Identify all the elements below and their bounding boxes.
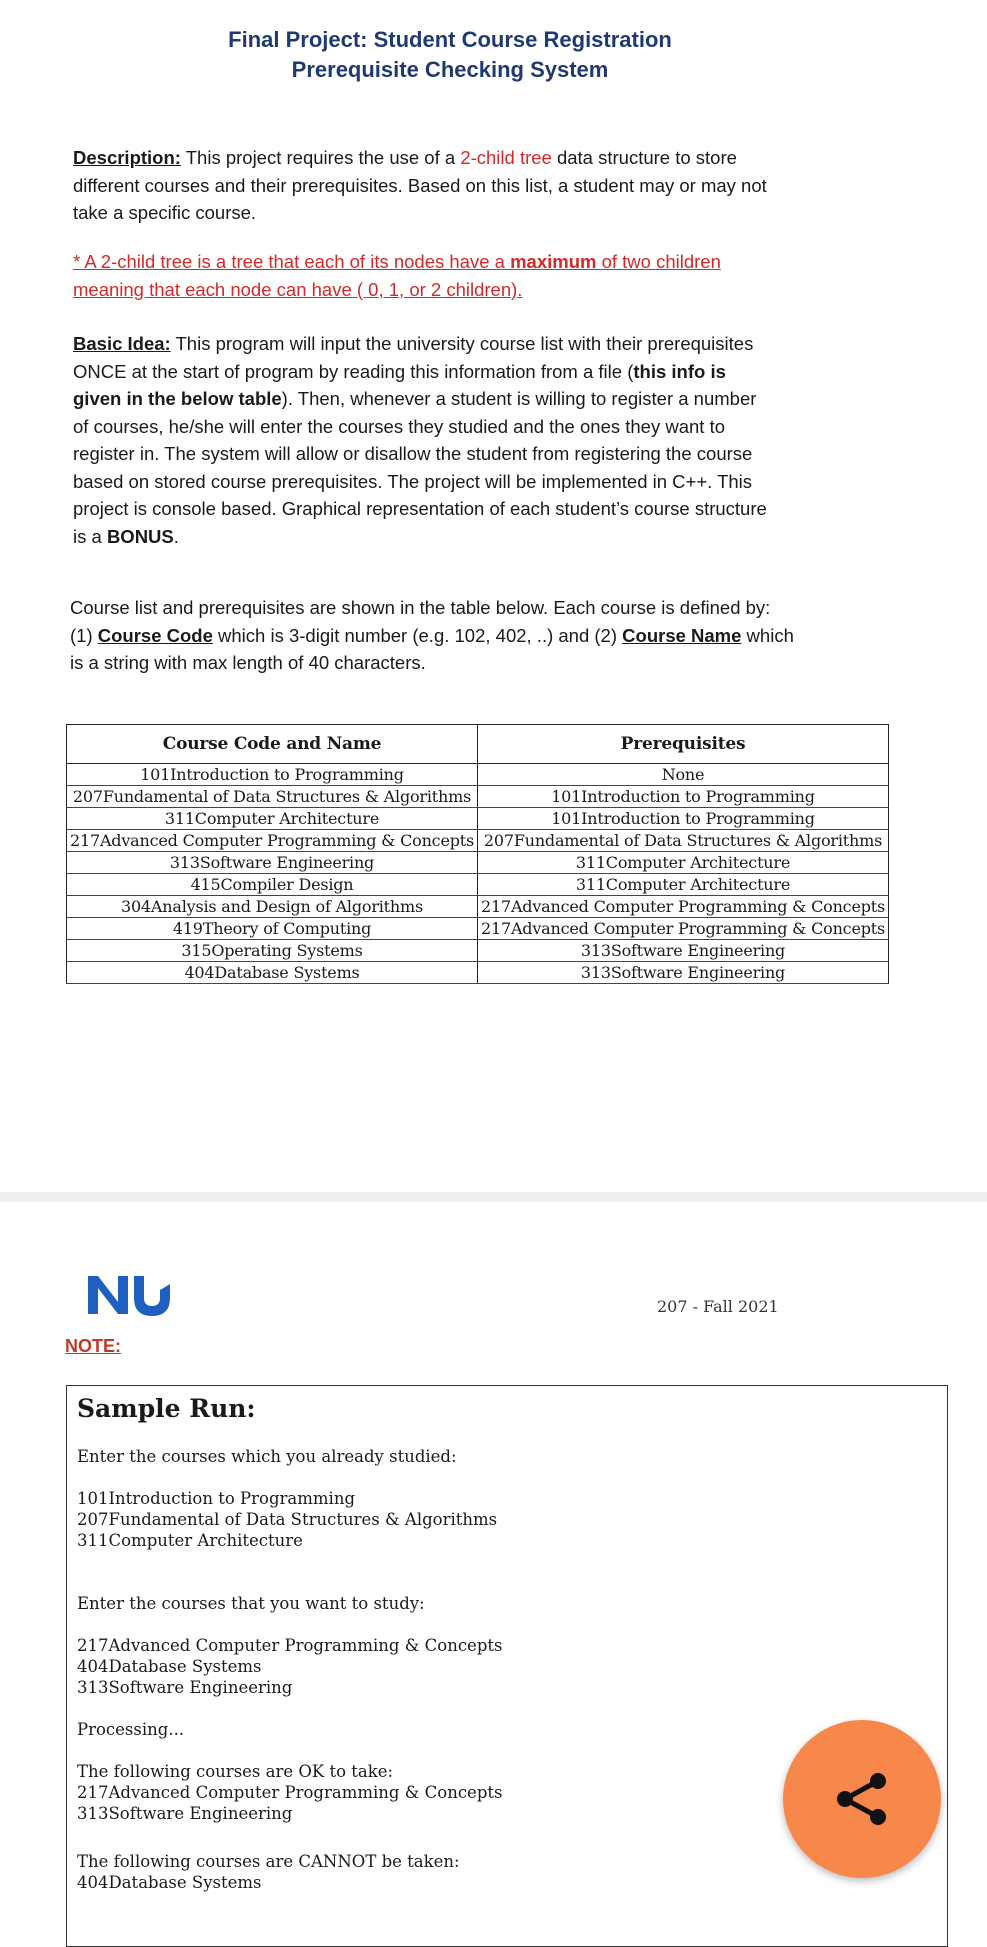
table-row xyxy=(67,830,889,852)
course-cell: 315Operating Systems xyxy=(67,940,478,962)
course-cell: 304Analysis and Design of Algorithms xyxy=(67,896,478,918)
studied-course: 311Computer Architecture xyxy=(77,1531,303,1550)
description-paragraph xyxy=(73,144,843,227)
course-cell: 101Introduction to Programming xyxy=(67,764,478,786)
prerequisite-cell: None xyxy=(478,764,889,786)
bonus-word: BONUS xyxy=(106,525,174,547)
course-cell: 419Theory of Computing xyxy=(67,918,478,940)
course-list-text: which is 3-digit number (e.g. 102, 402, ..) and (2) xyxy=(212,624,623,646)
basic-idea-text: ). Then, whenever a student is willing to register a number xyxy=(281,388,757,409)
table-row xyxy=(67,962,889,984)
description-label: Description: xyxy=(73,147,181,168)
basic-idea-paragraph xyxy=(73,330,843,550)
course-prerequisite-table xyxy=(66,724,889,984)
course-list-line: Course list and prerequisites are shown in the table below. Each course is defined by: xyxy=(70,597,771,618)
tree-definition-note xyxy=(73,248,843,303)
share-icon xyxy=(829,1766,895,1832)
course-cell: 404Database Systems xyxy=(67,962,478,984)
course-code-label: Course Code xyxy=(97,624,213,646)
asterisk: * xyxy=(73,251,81,272)
prompt-studied: Enter the courses which you already studied: xyxy=(77,1447,457,1466)
column-header-prerequisites: Prerequisites xyxy=(478,725,889,764)
description-line: different courses and their prerequisites. Based on this list, a student may or may not xyxy=(73,174,767,196)
course-name-label: Course Name xyxy=(622,624,742,646)
cannot-label: The following courses are CANNOT be taken: xyxy=(77,1852,460,1871)
course-term-label: 207 - Fall 2021 xyxy=(657,1297,779,1316)
basic-idea-line: of courses, he/she will enter the courses they studied and the ones they want to xyxy=(73,415,725,437)
wanted-course: 313Software Engineering xyxy=(77,1678,293,1697)
cannot-course: 404Database Systems xyxy=(77,1873,262,1892)
basic-idea-bold: given in the below table xyxy=(73,388,282,409)
course-list-paragraph xyxy=(70,594,840,677)
nu-logo-icon xyxy=(84,1270,174,1318)
course-cell: 311Computer Architecture xyxy=(67,808,478,830)
prerequisite-cell: 217Advanced Computer Programming & Concepts xyxy=(478,896,889,918)
description-text: This project requires the use of a xyxy=(180,147,461,168)
doc-title-line-2: Prerequisite Checking System xyxy=(291,57,609,82)
page-divider xyxy=(0,1192,987,1202)
basic-idea-line: project is console based. Graphical representation of each student’s course structure xyxy=(73,498,767,519)
note-text: A 2-child tree is a tree that each of its nodes have a xyxy=(80,251,511,272)
table-row xyxy=(67,896,889,918)
prerequisite-cell: 207Fundamental of Data Structures & Algorithms xyxy=(478,830,889,852)
table-row xyxy=(67,764,889,786)
prerequisite-cell: 313Software Engineering xyxy=(478,962,889,984)
processing-text: Processing... xyxy=(77,1720,185,1739)
prerequisite-cell: 311Computer Architecture xyxy=(478,852,889,874)
table-header-row xyxy=(67,725,889,764)
prompt-want: Enter the courses that you want to study: xyxy=(77,1594,425,1613)
table-row xyxy=(67,874,889,896)
prerequisite-cell: 311Computer Architecture xyxy=(478,874,889,896)
basic-idea-line: based on stored course prerequisites. The project will be implemented in C++. This xyxy=(73,470,753,492)
description-line: take a specific course. xyxy=(73,202,257,223)
course-list-text: which xyxy=(741,624,794,646)
ok-label: The following courses are OK to take: xyxy=(77,1762,394,1781)
basic-idea-line: register in. The system will allow or disallow the student from registering the course xyxy=(73,443,753,464)
column-header-course: Course Code and Name xyxy=(67,725,478,764)
maximum-word: maximum xyxy=(510,251,597,272)
prerequisite-cell: 101Introduction to Programming xyxy=(478,808,889,830)
studied-course: 207Fundamental of Data Structures & Algorithms xyxy=(77,1510,498,1529)
table-row xyxy=(67,940,889,962)
course-cell: 217Advanced Computer Programming & Concepts xyxy=(67,830,478,852)
ok-course: 313Software Engineering xyxy=(77,1804,293,1823)
studied-course: 101Introduction to Programming xyxy=(77,1489,356,1508)
course-cell: 313Software Engineering xyxy=(67,852,478,874)
table-row xyxy=(67,918,889,940)
basic-idea-label: Basic Idea: xyxy=(73,333,171,354)
ok-course: 217Advanced Computer Programming & Concepts xyxy=(77,1783,503,1802)
table-row xyxy=(67,786,889,808)
course-list-line: is a string with max length of 40 characters. xyxy=(70,652,426,673)
basic-idea-text: This program will input the university course list with their prerequisites xyxy=(170,333,754,354)
note-label: NOTE: xyxy=(65,1336,121,1356)
note-text: of two children xyxy=(596,251,721,272)
two-child-tree-highlight: 2-child tree xyxy=(460,147,552,168)
table-row xyxy=(67,808,889,830)
wanted-course: 404Database Systems xyxy=(77,1657,262,1676)
basic-idea-text: ONCE at the start of program by reading this information from a file ( xyxy=(73,360,634,382)
doc-title-line-1: Final Project: Student Course Registration xyxy=(228,27,672,52)
prerequisite-cell: 217Advanced Computer Programming & Concepts xyxy=(478,918,889,940)
note-line: meaning that each node can have ( 0, 1, or 2 children). xyxy=(73,278,523,300)
prerequisite-cell: 313Software Engineering xyxy=(478,940,889,962)
basic-idea-text: is a xyxy=(73,525,107,547)
sample-run-heading: Sample Run: xyxy=(77,1394,256,1423)
course-cell: 207Fundamental of Data Structures & Algorithms xyxy=(67,786,478,808)
share-button[interactable] xyxy=(783,1720,941,1878)
course-cell: 415Compiler Design xyxy=(67,874,478,896)
basic-idea-bold: this info is xyxy=(633,360,726,382)
description-text: data structure to store xyxy=(551,147,737,168)
wanted-course: 217Advanced Computer Programming & Concepts xyxy=(77,1636,503,1655)
prerequisite-cell: 101Introduction to Programming xyxy=(478,786,889,808)
basic-idea-text: . xyxy=(173,525,179,547)
course-list-text: (1) xyxy=(70,624,98,646)
table-row xyxy=(67,852,889,874)
